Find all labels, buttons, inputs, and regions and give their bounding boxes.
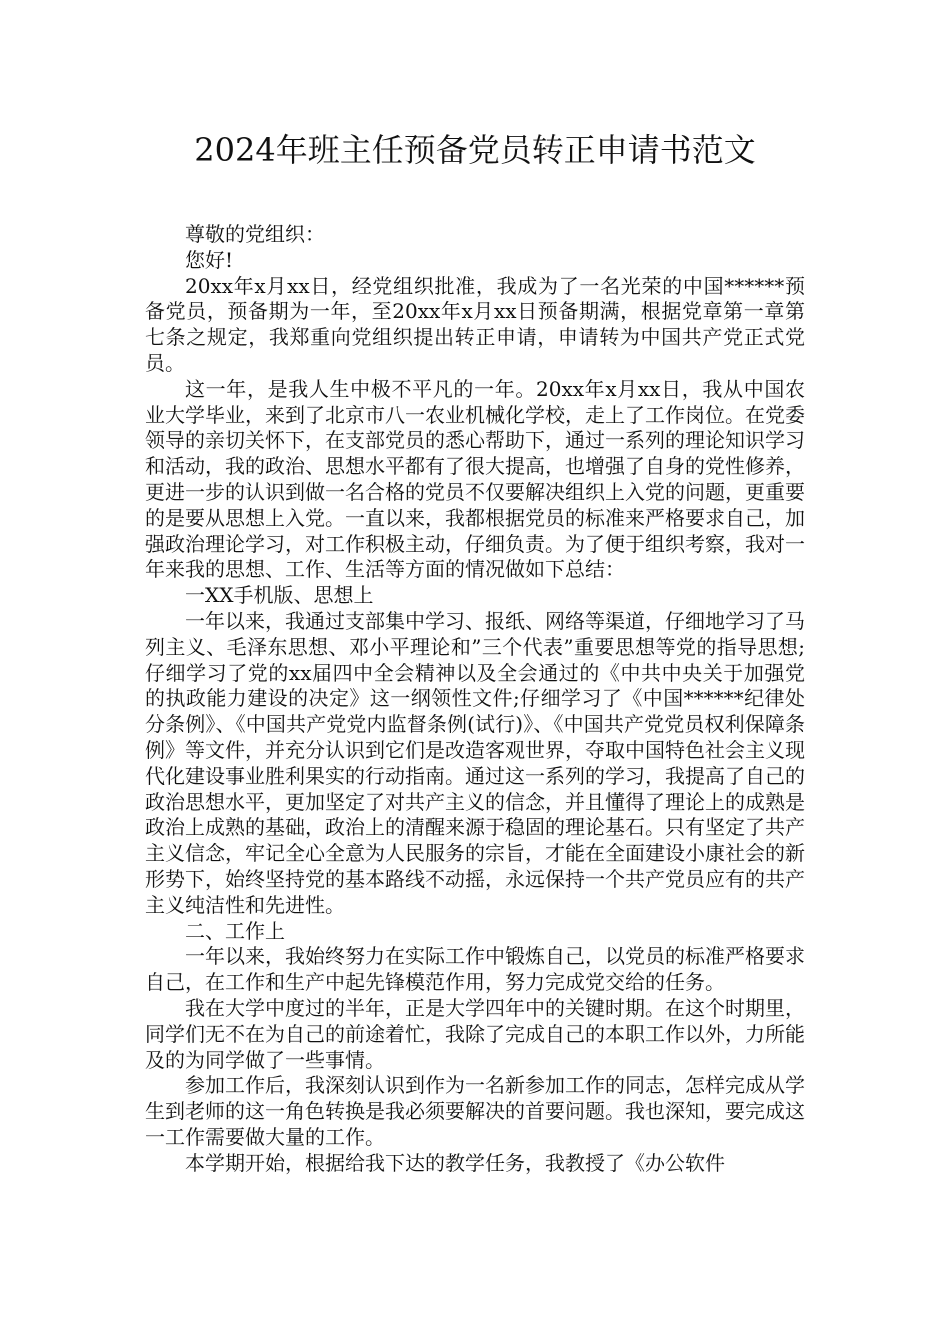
document-title: 2024年班主任预备党员转正申请书范文 <box>194 131 756 169</box>
document-body <box>145 222 805 1176</box>
section-heading: 一XX手机版、思想上 <box>185 583 374 608</box>
paragraph: 本学期开始，根据给我下达的教学任务，我教授了《办公软件 <box>185 1150 725 1175</box>
paragraph: 一年以来，我通过支部集中学习、报纸、网络等渠道，仔细地学习了马列主义、毛泽东思想、邓小平理论和”三个代表”重要思想等党的指导思想;仔细学习了党的xx届四中全会精神以及全会通过的《中共中央关于加强党的执政能力建设的决定》这一纲领性文件;仔细学习了《中国******纪律处分条例》、《中国共产党党内监督条例(试行)》、《中国共产党党员权利保障条例》等文件，并充分认识到它们是改造客观世界，夺取中国特色社会主义现代化建设事业胜利果实的行动指南。通过这一系列的学习，我提高了自己的政治思想水平，更加坚定了对共产主义的信念，并且懂得了理论上的成熟是政治上成熟的基础，政治上的清醒来源于稳固的理论基石。只有坚定了共产主义信念，牢记全心全意为人民服务的宗旨，才能在全面建设小康社会的新形势下，始终坚持党的基本路线不动摇，永远保持一个共产党员应有的共产主义纯洁性和先进性。 <box>145 608 805 917</box>
paragraph: 一年以来，我始终努力在实际工作中锻炼自己，以党员的标准严格要求自己，在工作和生产中起先锋模范作用，努力完成党交给的任务。 <box>145 944 805 995</box>
paragraph: 20xx年x月xx日，经党组织批准，我成为了一名光荣的中国******预备党员，预备期为一年，至20xx年x月xx日预备期满，根据党章第一章第七条之规定，我郑重向党组织提出转正申请，申请转为中国共产党正式党员。 <box>145 273 805 375</box>
paragraph: 这一年，是我人生中极不平凡的一年。20xx年x月xx日，我从中国农业大学毕业，来到了北京市八一农业机械化学校，走上了工作岗位。在党委领导的亲切关怀下，在支部党员的悉心帮助下，通过一系列的理论知识学习和活动，我的政治、思想水平都有了很大提高，也增强了自身的党性修养，更进一步的认识到做一名合格的党员不仅要解决组织上入党的问题，更重要的是要从思想上入党。一直以来，我都根据党员的标准来严格要求自己，加强政治理论学习，对工作积极主动，仔细负责。为了便于组织考察，我对一年来我的思想、工作、生活等方面的情况做如下总结： <box>145 376 805 582</box>
section-heading: 二、工作上 <box>185 918 285 943</box>
paragraph: 参加工作后，我深刻认识到作为一名新参加工作的同志，怎样完成从学生到老师的这一角色转换是我必须要解决的首要问题。我也深知，要完成这一工作需要做大量的工作。 <box>145 1073 805 1149</box>
greeting: 您好! <box>185 247 234 272</box>
paragraph: 我在大学中度过的半年，正是大学四年中的关键时期。在这个时期里，同学们无不在为自己的前途着忙，我除了完成自己的本职工作以外，力所能及的为同学做了一些事情。 <box>145 995 805 1072</box>
salutation: 尊敬的党组织： <box>185 222 325 246</box>
